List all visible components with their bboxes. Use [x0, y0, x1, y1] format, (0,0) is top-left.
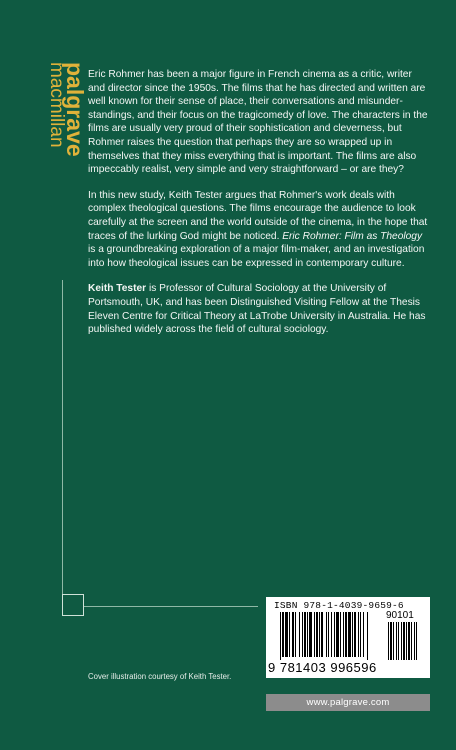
blurb-paragraph-2 — [88, 189, 428, 271]
decorative-vertical-line — [62, 280, 63, 594]
cover-credit: Cover illustration courtesy of Keith Tester. — [88, 672, 232, 681]
barcode-icon — [272, 612, 426, 662]
logo-word-macmillan: macmillan — [46, 62, 67, 148]
publisher-url: www.palgrave.com — [306, 697, 390, 708]
barcode-box — [266, 597, 430, 678]
decorative-horizontal-line — [84, 606, 258, 607]
barcode-addon-digits: 90101 — [386, 610, 414, 621]
blurb-p2-text-a: In this new study, Keith Tester argues that Rohmer's work deals with complex theological questions. The films encourage the audience to look carefully at the screen and the world outside of the cinema, in the hope that traces of the lurking God might be noticed. — [88, 189, 428, 242]
author-bio-text: is Professor of Cultural Sociology at the University of Portsmouth, UK, and has been Distinguished Visiting Fellow at the Thesis Eleven Centre for Critical Theory at LaTrobe University in Australia. He has published widely across the field of cultural sociology. — [88, 283, 426, 336]
blurb-p1-text: Eric Rohmer has been a major figure in French cinema as a critic, writer and director since the 1950s. The films that he has directed and written are well known for their sense of place, their conversations and misunder-standings, and their focus on the tragicomedy of love. The characters in the films are usually very proud of their sophistication and cleverness, but Rohmer raises the question that perhaps they are so wrapped up in themselves that they miss everything that is important. The films are also impeccably realist, very simple and very straightforward – or are they? — [88, 69, 428, 176]
blurb-p2-text-b: is a groundbreaking exploration of a major film-maker, and an investigation into how theological issues can be expressed in contemporary culture. — [88, 244, 425, 269]
author-name: Keith Tester — [88, 283, 147, 295]
publisher-url-bar — [266, 694, 430, 711]
author-bio — [88, 282, 428, 336]
barcode-digits: 9 781403 996596 — [268, 660, 377, 675]
blurb-text — [88, 68, 428, 349]
decorative-square-icon — [62, 594, 84, 616]
isbn-label: ISBN 978-1-4039-9659-6 — [274, 600, 404, 611]
blurb-paragraph-1 — [88, 68, 428, 177]
logo-word-palgrave: palgrave — [62, 62, 88, 157]
book-title: Eric Rohmer: Film as Theology — [282, 230, 423, 242]
